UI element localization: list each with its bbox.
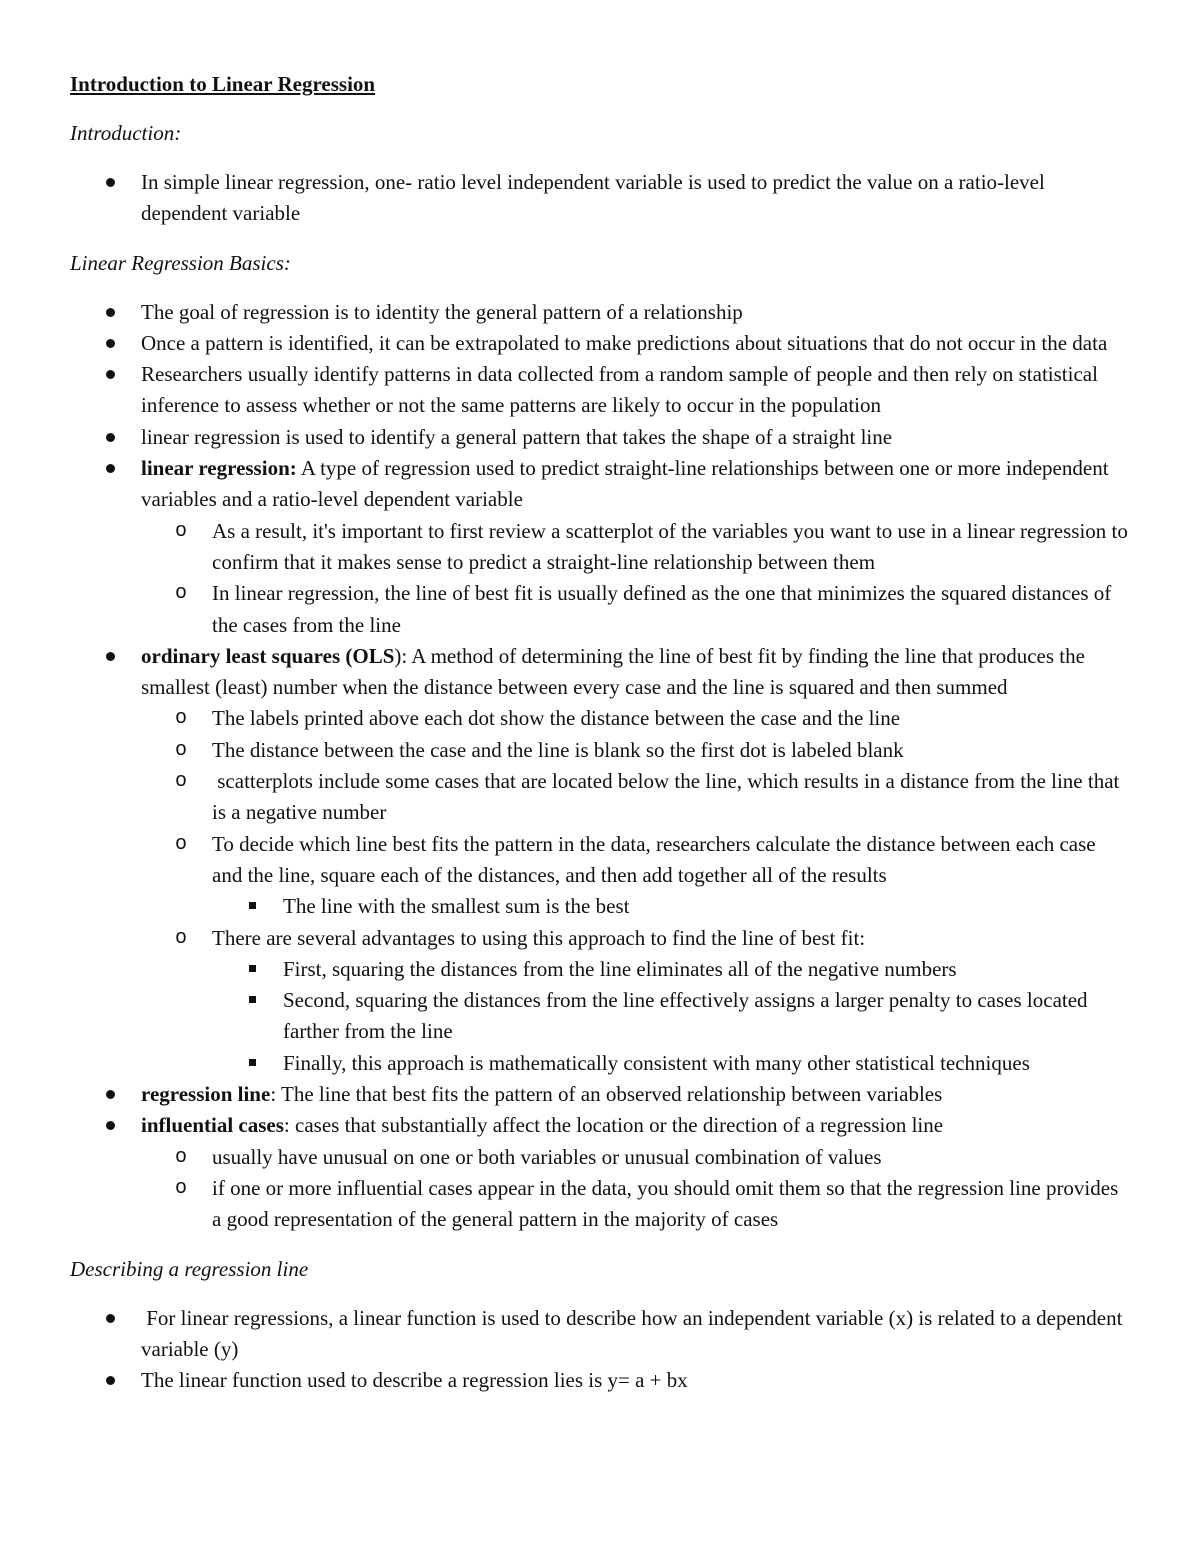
document-page bbox=[70, 68, 1130, 1396]
section-heading-basics: Linear Regression Basics: bbox=[70, 250, 291, 275]
sub-list-item: o In linear regression, the line of best fit is usually defined as the one that minimizes the squared distances of the cases from the line bbox=[141, 578, 1130, 641]
term-influential-cases: influential cases bbox=[141, 1113, 284, 1138]
sub-list-item-text: There are several advantages to using this approach to find the line of best fit: bbox=[212, 925, 866, 950]
decide-sublist bbox=[212, 891, 1130, 922]
section-heading-describing: Describing a regression line bbox=[70, 1256, 309, 1281]
sub-list-item-text: To decide which line best fits the pattern in the data, researchers calculate the distance between each case and the line, square each of the distances, and then add together all of the results bbox=[212, 831, 1096, 887]
list-item-ols bbox=[70, 641, 1130, 1079]
list-item: For linear regressions, a linear function is used to describe how an independent variable (x) is related to a dependent variable (y) bbox=[70, 1303, 1130, 1366]
sub-sub-list-item: Second, squaring the distances from the line effectively assigns a larger penalty to cases located farther from the line bbox=[212, 985, 1130, 1048]
list-item: In simple linear regression, one- ratio level independent variable is used to predict the value on a ratio-level dependent variable bbox=[70, 167, 1130, 230]
list-item-regression-line bbox=[70, 1079, 1130, 1110]
describing-list bbox=[70, 1303, 1130, 1397]
term-regression-line: regression line bbox=[141, 1082, 271, 1107]
advantages-sublist bbox=[212, 954, 1130, 1079]
list-item: Once a pattern is identified, it can be extrapolated to make predictions about situations that do not occur in the data bbox=[70, 328, 1130, 359]
section-heading-introduction: Introduction: bbox=[70, 121, 182, 145]
term-ols: ordinary least squares (OLS bbox=[141, 643, 395, 668]
sub-list-item-decide bbox=[141, 829, 1130, 923]
definition-influential-cases: : cases that substantially affect the location or the direction of a regression line bbox=[283, 1113, 944, 1138]
document-title: Introduction to Linear Regression bbox=[70, 72, 376, 96]
ols-sublist bbox=[141, 703, 1130, 1079]
list-item-linear-regression bbox=[70, 453, 1130, 641]
sub-sub-list-item: The line with the smallest sum is the best bbox=[212, 891, 1130, 922]
definition-regression-line: : The line that best fits the pattern of an observed relationship between variables bbox=[270, 1082, 943, 1107]
sub-list-item: o scatterplots include some cases that are located below the line, which results in a distance from the line that is a negative number bbox=[141, 766, 1130, 829]
basics-list bbox=[70, 297, 1130, 1236]
sub-list-item: o The labels printed above each dot show the distance between the case and the line bbox=[141, 703, 1130, 734]
linear-regression-sublist bbox=[141, 516, 1130, 641]
sub-sub-list-item: Finally, this approach is mathematically consistent with many other statistical techniques bbox=[212, 1048, 1130, 1079]
list-item: The linear function used to describe a regression lies is y= a + bx bbox=[70, 1365, 1130, 1396]
list-item: The goal of regression is to identity the general pattern of a relationship bbox=[70, 297, 1130, 328]
list-item: Researchers usually identify patterns in data collected from a random sample of people and then rely on statistical inference to assess whether or not the same patterns are likely to occur in the population bbox=[70, 359, 1130, 422]
definition-ols: ): A method of determining the line of best fit by finding the line that produces the smallest (least) number when the distance between every case and the line is squared and then summed bbox=[141, 643, 1085, 700]
definition-linear-regression: A type of regression used to predict straight-line relationships between one or more independent variables and a ratio-level dependent variable bbox=[141, 456, 1109, 512]
introduction-list bbox=[70, 167, 1130, 230]
sub-list-item: o usually have unusual on one or both variables or unusual combination of values bbox=[141, 1142, 1130, 1173]
sub-list-item-advantages bbox=[141, 923, 1130, 1079]
list-item-influential-cases bbox=[70, 1110, 1130, 1235]
sub-list-item: o As a result, it's important to first review a scatterplot of the variables you want to use in a linear regression to confirm that it makes sense to predict a straight-line relationship between them bbox=[141, 516, 1130, 579]
term-linear-regression: linear regression: bbox=[141, 456, 297, 481]
sub-list-item: o if one or more influential cases appear in the data, you should omit them so that the regression line provides a good representation of the general pattern in the majority of cases bbox=[141, 1173, 1130, 1236]
sub-list-item: o The distance between the case and the line is blank so the first dot is labeled blank bbox=[141, 735, 1130, 766]
sub-sub-list-item: First, squaring the distances from the line eliminates all of the negative numbers bbox=[212, 954, 1130, 985]
list-item: linear regression is used to identify a general pattern that takes the shape of a straight line bbox=[70, 422, 1130, 453]
influential-cases-sublist bbox=[141, 1142, 1130, 1236]
